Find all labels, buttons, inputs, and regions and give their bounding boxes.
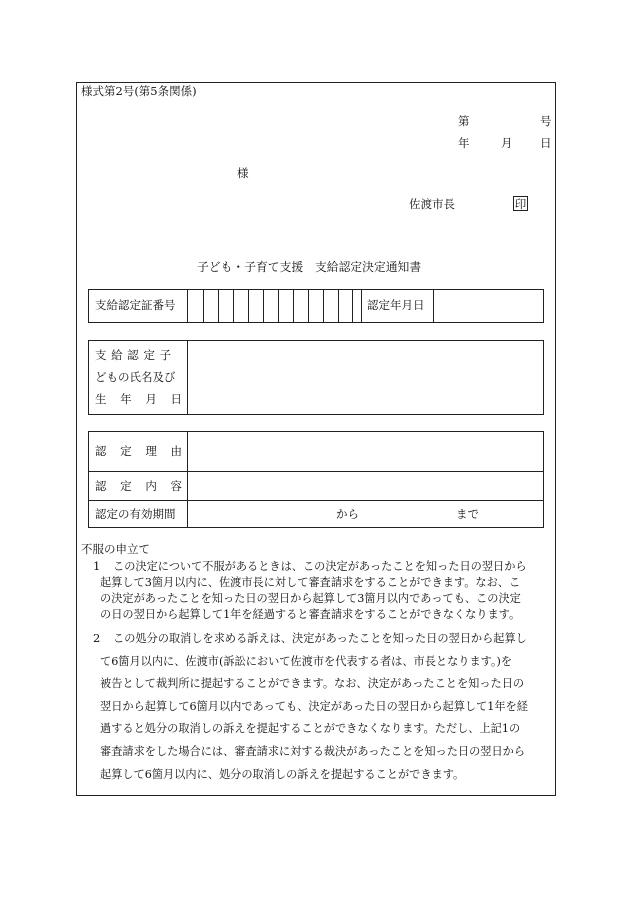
- issuer-name: 佐渡市長: [409, 197, 455, 211]
- cert-number-label: 支給認定証番号: [95, 298, 176, 312]
- cert-date-label: 認定年月日: [367, 298, 425, 312]
- validity-from: から: [336, 507, 359, 521]
- child-label-line2: どもの氏名及び: [95, 370, 176, 384]
- date-month: 月: [501, 136, 513, 150]
- document-title: 子ども・子育て支援 支給認定決定通知書: [197, 260, 422, 274]
- item2-text: この処分の取消しを求める訴えは、決定があったことを知った日の翌日から起算し て6箇月以内に、佐渡市(訴訟において佐渡市を代表する者は、市長となります。)を 被告として裁判所に提起することができます。なお、決定があったことを知った日の 翌日から起算して6箇月以内であっても、決定があった日の翌日から起算して1年を経 過すると処分の取消しの訴えを提起することができなくなります。ただし、上記1の 審査請求をした場合には、審査請求に対する裁決があったことを知った日の翌日から 起算して6箇月以内に、処分の取消しの訴えを提起することができます。: [100, 632, 528, 781]
- date-day: 日: [540, 136, 552, 150]
- appeal-heading: 不服の申立て: [81, 542, 150, 556]
- child-label-line3: 生 年 月 日: [95, 392, 182, 406]
- item2-number: 2: [93, 631, 101, 645]
- reason-label: 認 定 理 由: [95, 444, 182, 458]
- date-year: 年: [458, 136, 470, 150]
- item1-text: この決定について不服があるときは、この決定があったことを知った日の翌日から 起算して3箇月以内に、佐渡市長に対して審査請求をすることができます。なお、こ の決定があったことを知った日の翌日から起算して3箇月以内であっても、この決定 の日の翌日から起算して1年を経過すると審査請求をすることができなくなります。: [100, 560, 527, 621]
- number-suffix: 号: [540, 114, 552, 128]
- validity-label: 認定の有効期間: [95, 507, 176, 521]
- form-number: 様式第2号(第5条関係): [81, 84, 197, 98]
- addressee-honorific: 様: [237, 166, 249, 180]
- content-label: 認 定 内 容: [95, 479, 182, 493]
- number-prefix: 第: [458, 114, 470, 128]
- item1-number: 1: [93, 559, 101, 573]
- seal-mark: 印: [514, 197, 527, 211]
- child-label-line1: 支 給 認 定 子: [95, 348, 172, 362]
- validity-to: まで: [456, 507, 479, 521]
